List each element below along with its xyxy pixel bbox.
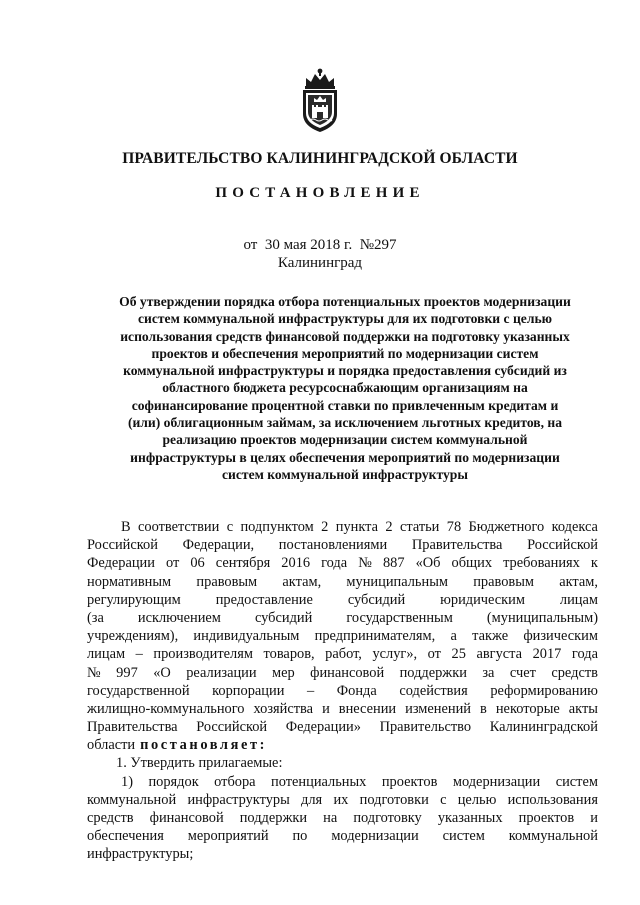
body-word: кодекса — [551, 519, 598, 535]
body-word: № — [358, 555, 372, 572]
title-line: Об утверждении порядка отбора потенциальных проектов модернизации — [119, 294, 571, 309]
body-word: – — [135, 646, 143, 663]
body-line — [87, 718, 598, 736]
body-word: области — [87, 737, 136, 754]
body-word: систем — [555, 773, 598, 790]
body-word: внесении — [338, 700, 397, 717]
body-line — [87, 664, 598, 682]
body-word: субсидий — [347, 591, 406, 608]
body-line — [87, 536, 598, 554]
body-word: августа — [476, 646, 523, 663]
body-line — [87, 827, 598, 845]
body-word: проектов — [381, 773, 438, 790]
body-word: (за — [87, 609, 104, 626]
body-word: использования — [507, 791, 598, 808]
body-word: реализации — [186, 664, 257, 681]
body-word: по — [292, 828, 308, 845]
body-word: содействия — [399, 682, 468, 699]
body-word: (муниципальным) — [486, 609, 598, 626]
document-title — [92, 293, 598, 483]
body-word: 2017 — [532, 646, 562, 663]
body-word: «О — [153, 664, 171, 681]
title-line: использования средств финансовой поддержки на подготовку указанных — [120, 328, 570, 344]
body-word: года — [321, 555, 348, 572]
body-word: некоторые — [495, 700, 560, 717]
body-word: подготовку — [353, 810, 422, 826]
body-line-item-1 — [87, 754, 598, 772]
body-word: сентября — [215, 555, 271, 572]
body-word: коммунальной — [87, 791, 177, 808]
document-body — [87, 518, 598, 864]
body-word: мер — [272, 664, 295, 681]
body-word: 1) — [121, 773, 133, 790]
body-word: Правительство — [379, 719, 472, 736]
body-word: 2 — [385, 519, 393, 535]
body-word: 06 — [190, 555, 205, 572]
body-line-last — [87, 845, 598, 863]
body-word: хозяйства — [253, 700, 314, 717]
body-line — [87, 682, 598, 700]
title-line: областного бюджета ресурсоснабжающим организациям на — [162, 380, 528, 396]
body-word: общих — [451, 555, 493, 572]
body-word: постановлениями — [278, 537, 388, 554]
body-line — [87, 627, 598, 645]
body-word: исключением — [137, 609, 221, 626]
body-word: указанных — [437, 810, 503, 826]
body-word: Российской — [196, 719, 268, 736]
body-line-resolution — [87, 736, 598, 754]
body-word: корпорации — [212, 682, 285, 699]
body-word: с — [440, 791, 447, 808]
title-line: систем коммунальной инфраструктуры — [222, 466, 468, 482]
body-word: актам, — [282, 573, 322, 590]
body-word: товаров, — [263, 646, 315, 663]
body-word: и — [590, 810, 598, 826]
body-text: 1. Утвердить прилагаемые: — [116, 755, 283, 772]
body-word: счет — [509, 664, 536, 681]
body-word: целью — [457, 791, 497, 808]
body-word: от — [427, 646, 441, 663]
body-word: актам, — [559, 573, 598, 590]
body-word: их — [333, 791, 349, 808]
body-word: индивидуальным — [193, 628, 300, 645]
body-word: – — [306, 682, 315, 699]
body-word: инфраструктуры — [187, 791, 290, 808]
body-word: предпринимателям, — [314, 628, 436, 645]
body-word: 997 — [116, 664, 138, 681]
body-line — [87, 609, 598, 627]
body-word: нормативным — [87, 573, 172, 590]
body-word: Калининградской — [489, 719, 598, 736]
body-word: В — [121, 519, 131, 535]
body-word: 78 — [446, 519, 462, 535]
body-word: 2016 — [281, 555, 311, 572]
body-word: порядок — [148, 773, 199, 790]
body-word: за — [482, 664, 495, 681]
document-kind: ПОСТАНОВЛЕНИЕ — [215, 185, 425, 201]
body-word: поддержки — [239, 810, 308, 826]
body-word: лицам — [559, 591, 598, 608]
title-line: инфраструктуры в целях обеспечения мероприятий по модернизации — [130, 449, 560, 465]
body-word: и — [322, 700, 330, 717]
body-line — [87, 518, 598, 536]
body-line — [87, 809, 598, 827]
body-word: 2 — [321, 519, 329, 535]
body-word: статьи — [399, 519, 440, 535]
body-word: требованиях — [503, 555, 580, 572]
body-word: 887 — [382, 555, 405, 572]
body-word: модернизации — [452, 773, 541, 790]
body-word: предоставление — [215, 591, 313, 608]
document-date: 30 мая 2018 г. — [264, 237, 353, 253]
body-word: жилищно-коммунального — [87, 700, 245, 717]
body-word: модернизации — [331, 828, 419, 845]
date-number-line — [0, 237, 640, 254]
document-number: 297 — [374, 237, 397, 253]
body-word: субсидий — [254, 609, 313, 626]
body-word: Фонда — [336, 682, 377, 699]
body-word: государственной — [87, 682, 190, 699]
body-line — [87, 554, 598, 572]
body-word: работ, — [325, 646, 362, 663]
body-word: от — [166, 555, 180, 572]
date-prefix: от — [243, 237, 258, 253]
body-line — [87, 700, 598, 718]
body-word: Российской — [87, 537, 158, 554]
body-word: проектов — [518, 810, 575, 826]
body-word: финансовой — [149, 810, 224, 826]
body-word: средств — [87, 810, 134, 826]
body-word: Правительства — [411, 537, 503, 554]
body-word: отбора — [214, 773, 256, 790]
body-line — [87, 573, 598, 591]
title-line: проектов и обеспечения мероприятий по модернизации систем — [151, 345, 539, 361]
body-word: в — [480, 700, 487, 717]
body-word: услуг», — [372, 646, 418, 663]
body-word: реформированию — [490, 682, 598, 699]
body-line — [87, 591, 598, 609]
body-word: коммунальной — [508, 828, 598, 845]
body-word: Федерации, — [182, 537, 255, 554]
body-word: подготовки — [359, 791, 429, 808]
title-line: реализацию проектов модернизации систем коммунальной — [162, 432, 528, 448]
body-word: Бюджетного — [468, 519, 545, 535]
body-word: Правительства — [87, 719, 178, 736]
body-word: производителям — [153, 646, 253, 663]
body-word: Федерации» — [285, 719, 361, 736]
body-line — [87, 773, 598, 791]
resolution-keyword: постановляет: — [140, 737, 268, 754]
title-line: софинансирование процентной ставки по привлеченным кредитам и — [131, 397, 559, 413]
body-word: Российской — [527, 537, 598, 554]
body-word: а — [450, 628, 457, 645]
city-name: Калининград — [277, 255, 363, 271]
body-word: с — [226, 519, 234, 535]
body-word: средств — [551, 664, 598, 681]
body-word: учреждениям), — [87, 628, 179, 645]
body-word: соответствии — [137, 519, 220, 535]
body-word: года — [571, 646, 598, 663]
body-word: потенциальных — [271, 773, 367, 790]
body-word: финансовой — [310, 664, 385, 681]
body-word: на — [323, 810, 338, 826]
kaliningrad-coat-of-arms-emblem — [298, 66, 342, 134]
body-word: правовым — [196, 573, 258, 590]
body-word: к — [590, 555, 598, 572]
body-word: «Об — [415, 555, 441, 572]
body-word: лицам — [87, 646, 126, 663]
body-word: № — [87, 664, 101, 681]
title-line: коммунальной инфраструктуры и порядка предоставления субсидий из — [123, 363, 567, 379]
title-line: (или) облигационным займам, за исключением льготных кредитов, на — [127, 415, 563, 431]
body-word: юридическим — [440, 591, 525, 608]
body-word: муниципальным — [346, 573, 448, 590]
body-text: инфраструктуры; — [87, 846, 194, 863]
government-name: ПРАВИТЕЛЬСТВО КАЛИНИНГРАДСКОЙ ОБЛАСТИ — [122, 150, 518, 167]
body-word: регулирующим — [87, 591, 181, 608]
body-word: мероприятий — [187, 828, 269, 845]
body-word: Федерации — [87, 555, 155, 572]
body-word: систем — [442, 828, 485, 845]
body-line — [87, 791, 598, 809]
body-word: 25 — [451, 646, 466, 663]
body-word: также — [472, 628, 509, 645]
number-sign: № — [359, 237, 375, 253]
body-word: государственным — [346, 609, 453, 626]
body-word: физическим — [523, 628, 598, 645]
body-word: подпунктом — [240, 519, 314, 535]
body-word: обеспечения — [87, 828, 164, 845]
body-line — [87, 645, 598, 663]
body-word: правовым — [473, 573, 534, 590]
body-word: для — [301, 791, 323, 808]
body-word: акты — [568, 700, 598, 717]
body-word: пункта — [335, 519, 379, 535]
title-line: систем коммунальной инфраструктуры для их подготовки с целью — [137, 311, 553, 327]
body-word: поддержки — [399, 664, 467, 681]
body-word: изменений — [405, 700, 471, 717]
